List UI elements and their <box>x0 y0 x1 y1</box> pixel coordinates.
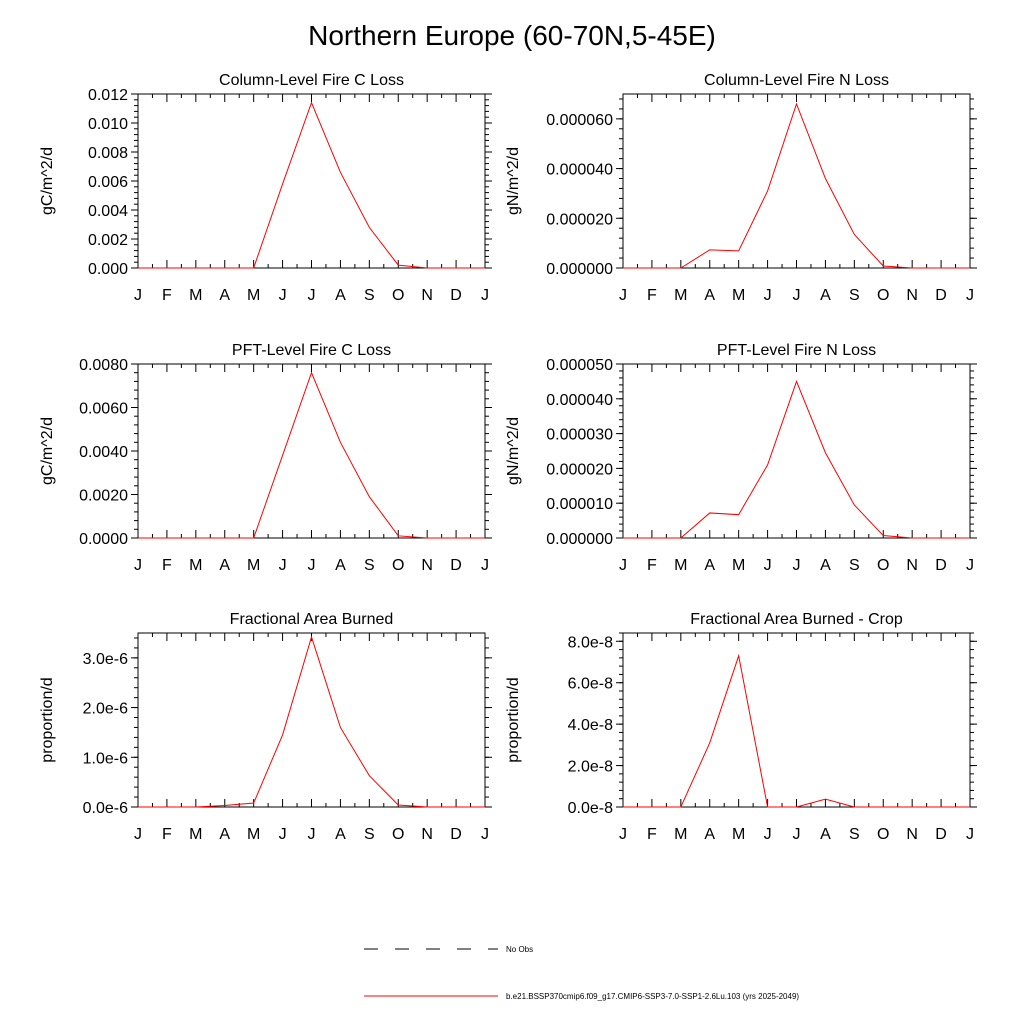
x-tick-label: J <box>481 826 489 843</box>
x-tick-label: J <box>619 826 627 843</box>
series-line-1 <box>138 103 485 268</box>
y-tick-label: 2.0e-8 <box>567 758 613 776</box>
y-tick-label: 0.000000 <box>546 531 613 548</box>
x-tick-label: S <box>848 287 860 304</box>
x-tick-label: N <box>421 287 433 304</box>
x-tick-label: M <box>732 287 746 304</box>
x-tick-label: M <box>247 826 261 843</box>
x-tick-label: J <box>134 557 142 574</box>
y-tick-label: 0.000060 <box>546 111 613 129</box>
y-tick-label: 4.0e-8 <box>567 717 613 735</box>
x-tick-label: O <box>877 287 890 304</box>
x-tick-label: M <box>732 557 746 574</box>
x-tick-label: J <box>278 287 287 304</box>
y-tick-label: 2.0e-6 <box>82 700 128 718</box>
x-tick-label: A <box>335 826 346 843</box>
x-tick-label: A <box>704 287 716 304</box>
x-tick-label: S <box>363 826 375 843</box>
x-tick-label: J <box>134 287 142 304</box>
y-tick-label: 3.0e-6 <box>82 650 128 668</box>
y-tick-label: 0.0000 <box>79 531 128 548</box>
chart-panel-1 <box>39 72 492 304</box>
x-tick-label: F <box>647 287 657 304</box>
x-tick-label: F <box>647 826 657 843</box>
y-tick-label: 0.000000 <box>546 261 613 278</box>
y-axis-label: gN/m^2/d <box>505 147 522 215</box>
x-tick-label: F <box>162 826 172 843</box>
chart-title: PFT-Level Fire C Loss <box>231 342 392 359</box>
y-tick-label: 1.0e-6 <box>82 750 128 768</box>
x-tick-label: J <box>134 826 142 843</box>
x-tick-label: F <box>162 287 172 304</box>
x-tick-label: N <box>906 826 918 843</box>
y-tick-label: 0.0060 <box>79 400 128 418</box>
legend-label-2: b.e21.BSSP370cmip6.f09_g17.CMIP6-SSP3-7.0-SSP1-2.6Lu.103 (yrs 2025-2049) <box>506 992 800 1001</box>
y-tick-label: 0.0e-6 <box>82 800 128 817</box>
y-axis-label: proportion/d <box>505 677 522 763</box>
y-tick-label: 0.000010 <box>546 496 613 514</box>
y-tick-label: 0.002 <box>87 232 128 249</box>
page-title: Northern Europe (60-70N,5-45E) <box>308 20 716 51</box>
y-axis-label: gN/m^2/d <box>505 417 522 485</box>
y-tick-label: 0.0020 <box>79 487 128 505</box>
x-tick-label: J <box>792 287 801 304</box>
x-tick-label: D <box>935 826 947 843</box>
y-tick-label: 0.000030 <box>546 426 613 444</box>
x-tick-label: A <box>219 557 231 574</box>
plot-frame <box>623 633 970 807</box>
x-tick-label: J <box>481 287 489 304</box>
x-tick-label: J <box>307 557 316 574</box>
x-tick-label: M <box>189 557 203 574</box>
x-tick-label: N <box>421 826 433 843</box>
plot-frame <box>138 94 485 268</box>
x-tick-label: J <box>307 826 316 843</box>
y-tick-label: 0.004 <box>87 203 128 220</box>
x-tick-label: D <box>450 826 462 843</box>
x-tick-label: D <box>935 557 947 574</box>
series-line-1 <box>623 381 970 538</box>
x-tick-label: J <box>966 826 974 843</box>
y-tick-label: 0.008 <box>87 145 128 162</box>
x-tick-label: J <box>966 287 974 304</box>
x-tick-label: J <box>619 557 627 574</box>
x-tick-label: O <box>392 287 405 304</box>
x-tick-label: F <box>647 557 657 574</box>
y-axis-label: gC/m^2/d <box>39 417 56 485</box>
x-tick-label: A <box>335 557 346 574</box>
y-tick-label: 0.000020 <box>546 461 613 479</box>
chart-panel-4 <box>505 342 977 574</box>
plot-frame <box>623 94 970 268</box>
y-tick-label: 0.0040 <box>79 444 128 461</box>
y-tick-label: 0.000040 <box>546 161 613 179</box>
x-tick-label: A <box>820 557 831 574</box>
x-tick-label: N <box>906 557 918 574</box>
x-tick-label: A <box>820 287 831 304</box>
x-tick-label: J <box>307 287 316 304</box>
x-tick-label: M <box>674 826 688 843</box>
chart-title: Fractional Area Burned - Crop <box>690 611 903 628</box>
x-tick-label: M <box>674 287 688 304</box>
x-tick-label: J <box>792 826 801 843</box>
y-tick-label: 0.012 <box>87 87 128 104</box>
chart-title: Column-Level Fire C Loss <box>219 72 404 89</box>
legend-label-1: No Obs <box>506 945 534 954</box>
x-tick-label: J <box>619 287 627 304</box>
y-axis-label: proportion/d <box>39 677 56 763</box>
x-tick-label: J <box>763 287 772 304</box>
x-tick-label: J <box>763 826 772 843</box>
y-tick-label: 8.0e-8 <box>567 634 613 652</box>
chart-panel-2 <box>505 72 977 304</box>
x-tick-label: S <box>848 557 860 574</box>
y-tick-label: 0.0e-8 <box>567 800 613 817</box>
y-tick-label: 0.010 <box>87 116 128 133</box>
x-tick-label: D <box>450 287 462 304</box>
x-tick-label: J <box>278 826 287 843</box>
series-line-1 <box>138 637 485 807</box>
x-tick-label: F <box>162 557 172 574</box>
y-axis-label: gC/m^2/d <box>39 147 56 215</box>
x-tick-label: M <box>189 287 203 304</box>
x-tick-label: D <box>450 557 462 574</box>
x-tick-label: N <box>421 557 433 574</box>
x-tick-label: A <box>219 287 231 304</box>
x-tick-label: A <box>704 557 716 574</box>
y-tick-label: 0.0080 <box>79 357 128 374</box>
plot-frame <box>623 364 970 538</box>
x-tick-label: A <box>219 826 231 843</box>
x-tick-label: S <box>848 826 860 843</box>
series-line-1 <box>138 373 485 538</box>
plot-frame <box>138 633 485 807</box>
x-tick-label: M <box>189 826 203 843</box>
plot-frame <box>138 364 485 538</box>
chart-panel-3 <box>39 342 492 574</box>
x-tick-label: M <box>732 826 746 843</box>
x-tick-label: A <box>704 826 716 843</box>
x-tick-label: S <box>363 287 375 304</box>
x-tick-label: A <box>335 287 346 304</box>
x-tick-label: S <box>363 557 375 574</box>
chart-title: Column-Level Fire N Loss <box>704 72 889 89</box>
y-tick-label: 0.000020 <box>546 211 613 229</box>
x-tick-label: M <box>674 557 688 574</box>
x-tick-label: M <box>247 557 261 574</box>
y-tick-label: 6.0e-8 <box>567 675 613 693</box>
chart-title: Fractional Area Burned <box>229 611 394 628</box>
series-line-1 <box>623 104 970 268</box>
x-tick-label: M <box>247 287 261 304</box>
chart-title: PFT-Level Fire N Loss <box>716 342 877 359</box>
x-tick-label: J <box>481 557 489 574</box>
y-tick-label: 0.000040 <box>546 391 613 409</box>
x-tick-label: O <box>392 557 405 574</box>
chart-panel-5 <box>39 611 492 843</box>
x-tick-label: J <box>278 557 287 574</box>
chart-panel-6 <box>505 611 977 843</box>
y-tick-label: 0.000050 <box>546 357 613 374</box>
x-tick-label: N <box>906 287 918 304</box>
y-tick-label: 0.000 <box>87 261 128 278</box>
x-tick-label: A <box>820 826 831 843</box>
series-line-1 <box>623 656 970 807</box>
x-tick-label: O <box>877 826 890 843</box>
x-tick-label: J <box>792 557 801 574</box>
x-tick-label: J <box>966 557 974 574</box>
x-tick-label: D <box>935 287 947 304</box>
legend <box>364 945 799 1001</box>
x-tick-label: O <box>392 826 405 843</box>
x-tick-label: J <box>763 557 772 574</box>
y-tick-label: 0.006 <box>87 174 128 191</box>
x-tick-label: O <box>877 557 890 574</box>
